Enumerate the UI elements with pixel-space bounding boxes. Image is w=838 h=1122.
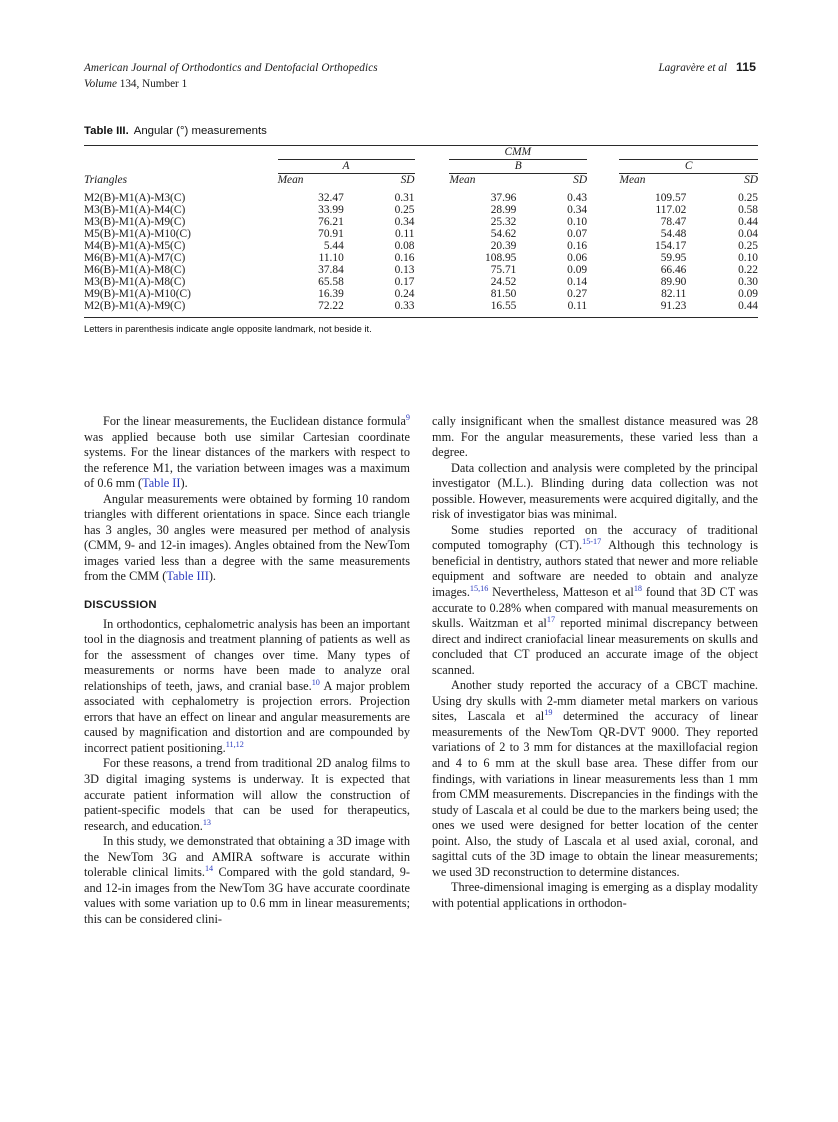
text-run: found that 3D CT was accurate to 0.28% when compared with manual measurements on skulls. Waitzman et al [432, 585, 758, 631]
cell-c-mean: 54.48 [660, 228, 687, 240]
table-row [84, 186, 758, 204]
spacer-cell [415, 240, 450, 252]
cell-c-sd: 0.22 [738, 264, 758, 276]
paragraph-angular-measurements [84, 492, 410, 585]
cell-c-sd: 0.09 [738, 288, 758, 300]
cell-triangle: M3(B)-M1(A)-M4(C) [84, 204, 186, 216]
authors-runhead: Lagravère et al [658, 62, 727, 74]
spacer-cell [251, 276, 277, 288]
spacer-cell [251, 252, 277, 264]
cell-c-sd: 0.25 [738, 192, 758, 204]
paragraph-trend-2d-3d [84, 756, 410, 834]
cell-a-mean: 70.91 [318, 228, 344, 240]
table-caption-text: Angular (°) measurements [133, 125, 267, 137]
cell-a-sd: 0.24 [394, 288, 415, 300]
spacer-cell [587, 288, 619, 300]
cell-a-sd: 0.16 [394, 252, 415, 264]
citation-ref-9[interactable]: 9 [405, 412, 410, 422]
text-run: In orthodontics, cephalometric analysis has been an important tool in the diagnosis and treatment planning of patients as well as for the assessment of changes over time. Many types of measurements or norms have been made to analyze oral relationships of teeth, jaws, and cranial base. [84, 616, 410, 693]
cell-triangle: M6(B)-M1(A)-M7(C) [84, 252, 186, 264]
paragraph-some-studies-ct [432, 523, 758, 678]
cell-c-mean: 154.17 [655, 240, 687, 252]
section-heading-discussion: DISCUSSION [84, 599, 157, 612]
spacer-cell [415, 300, 450, 318]
citation-ref-19[interactable]: 19 [544, 708, 553, 718]
cell-a-mean: 5.44 [323, 240, 344, 252]
cell-c-sd: 0.10 [738, 252, 758, 264]
paragraph-clinically-insignificant [432, 414, 758, 461]
spacer-cell [587, 252, 619, 264]
cell-b-sd: 0.10 [567, 216, 588, 228]
angular-measurements-table [84, 145, 758, 318]
citation-ref-10[interactable]: 10 [311, 677, 320, 687]
cell-c-sd: 0.25 [738, 240, 758, 252]
citation-ref-15-16[interactable]: 15,16 [469, 583, 489, 593]
spacer-cell [587, 240, 619, 252]
paragraph-three-dimensional-imaging [432, 880, 758, 911]
spacer-cell [84, 146, 251, 160]
cell-triangle: M3(B)-M1(A)-M8(C) [84, 276, 186, 288]
spacer-cell [415, 228, 450, 240]
text-run: Although this technology is beneficial in dentistry, authors stated that newer and more reliable equipment and software are needed to obtain and analyze images. [432, 538, 759, 600]
spacer-cell [587, 264, 619, 276]
colhead-b-sd: SD [516, 174, 587, 187]
table-row [84, 216, 758, 228]
spacer-cell [587, 300, 619, 318]
cell-a-mean: 37.84 [318, 264, 344, 276]
spacer-cell [415, 174, 450, 187]
cell-c-mean: 82.11 [661, 288, 687, 300]
cell-a-mean: 65.58 [318, 276, 344, 288]
text-run: ). [180, 476, 188, 491]
cell-b-sd: 0.27 [567, 288, 588, 300]
running-head [84, 60, 756, 92]
citation-ref-17[interactable]: 17 [546, 615, 556, 625]
cell-a-sd: 0.31 [394, 192, 415, 204]
spacer-cell [251, 300, 277, 318]
cell-b-sd: 0.06 [567, 252, 588, 264]
table-caption-number: Table III. [84, 125, 129, 137]
text-run: A major problem associated with cephalometry is projection errors. Projection errors that have an effect on linear and angular measurements are caused by magnification and distortion and are compounded by incorrect patient positioning. [84, 678, 410, 755]
journal-title: American Journal of Orthodontics and Dentofacial Orthopedics [84, 62, 378, 74]
spacer-cell [251, 186, 277, 204]
cell-b-mean: 54.62 [490, 228, 517, 240]
spacer-cell [251, 264, 277, 276]
spacer-cell [415, 216, 450, 228]
cell-a-mean: 11.10 [318, 252, 344, 264]
group-header-row [84, 146, 758, 160]
right-column [432, 414, 758, 912]
table-footnote: Letters in parenthesis indicate angle opposite landmark, not beside it. [84, 323, 372, 334]
colhead-b-mean: Mean [449, 174, 516, 187]
cell-triangle: M2(B)-M1(A)-M9(C) [84, 300, 251, 318]
volume-line [84, 77, 756, 92]
cell-b-sd: 0.43 [567, 192, 588, 204]
spacer-cell [415, 276, 450, 288]
spacer-cell [587, 276, 619, 288]
volume-value: 134, Number 1 [119, 78, 188, 90]
citation-ref-18[interactable]: 18 [633, 583, 642, 593]
spacer-cell [415, 160, 450, 174]
table-row [84, 204, 758, 216]
spacer-cell [587, 174, 619, 187]
table-head [84, 146, 758, 187]
paragraph-linear-measurements [84, 414, 410, 492]
spacer-cell [587, 228, 619, 240]
spacer-cell [587, 216, 619, 228]
cell-a-mean: 32.47 [318, 192, 344, 204]
spacer-cell [415, 186, 450, 204]
cell-c-mean: 109.57 [655, 192, 687, 204]
cell-triangle: M3(B)-M1(A)-M9(C) [84, 216, 186, 228]
cell-c-mean: 117.02 [655, 204, 687, 216]
cell-triangle: M2(B)-M1(A)-M3(C) [84, 192, 186, 204]
cell-a-mean: 72.22 [278, 300, 344, 318]
cell-b-mean: 25.32 [490, 216, 517, 228]
table-row [84, 264, 758, 276]
table-caption [84, 125, 758, 137]
text-run: In this study, we demonstrated that obtaining a 3D image with the NewTom 3G and AMIRA software is accurate within tolerable clinical limits. [84, 834, 410, 880]
spacer-cell [587, 160, 619, 174]
citation-ref-15-17[interactable]: 15-17 [582, 537, 602, 547]
paragraph-data-collection [432, 461, 758, 523]
spacer-cell [415, 204, 450, 216]
stub-header-triangles: Triangles [84, 174, 128, 186]
text-run: determined the accuracy of linear measurements of the NewTom QR-DVT 9000. They reported variations of 2 to 3 mm for distances at the maxillofacial region and 4 to 6 mm at the skull base area. These differ from our findings, with variations in linear measurements less than 1 mm from CMM measurements. Discrepancies in the findings with the study of Lascala et al could be due to the markers being used; the ones we used were designed for better location of the center point. Also, the study of Lascala et al used axial, coronal, and sagittal cuts of the 3D image to obtain the linear measurements; we used 3D reconstruction to determine distances. [432, 709, 759, 879]
cell-b-mean: 20.39 [490, 240, 517, 252]
spacer-cell [251, 288, 277, 300]
text-run: was applied because both use similar Cartesian coordinate systems. For the linear distances of the markers with respect to the reference M1, the variation between images was a maximum of 0.6 mm ( [84, 429, 410, 491]
text-run: Compared with the gold standard, 9- and 12-in images from the NewTom 3G have accurate coordinate values with some variation up to 0.6 mm in linear measurements; this can be considered clini- [84, 865, 410, 926]
spacer-cell [251, 174, 277, 187]
spacer-cell [84, 160, 251, 174]
page-number: 115 [736, 60, 756, 74]
body-columns [84, 414, 758, 1074]
cell-c-mean: 66.46 [660, 264, 687, 276]
cell-b-sd: 0.09 [567, 264, 588, 276]
spacer-cell [415, 252, 450, 264]
cell-b-sd: 0.34 [567, 204, 588, 216]
cell-b-mean: 108.95 [485, 252, 517, 264]
cell-triangle: M5(B)-M1(A)-M10(C) [84, 228, 191, 240]
subgroup-c: C [619, 160, 758, 174]
table-body [84, 186, 758, 318]
cell-c-mean: 59.95 [660, 252, 687, 264]
text-run: Angular measurements were obtained by forming 10 random triangles with different orientations in space. Since each triangle has 3 angles, 30 angles were measured per method of analysis (CMM, 9- and 12-in images). Angles obtained from the NewTom images varied less than a degree with the same measurements from the CMM ( [84, 491, 410, 584]
subgroup-a: A [278, 160, 415, 174]
cell-triangle: M9(B)-M1(A)-M10(C) [84, 288, 191, 300]
cell-b-mean: 24.52 [490, 276, 517, 288]
cell-c-mean: 78.47 [660, 216, 687, 228]
paragraph-orthodontics-cephalometric [84, 617, 410, 757]
text-run: For these reasons, a trend from traditional 2D analog films to 3D digital imaging systems is underway. It is expected that accurate patient information will allow the construction of patient-specific models that can be used for therapeutics, research, and education. [84, 756, 410, 833]
cell-b-mean: 16.55 [449, 300, 516, 318]
column-header-row [84, 174, 758, 187]
cell-b-sd: 0.16 [567, 240, 588, 252]
cell-c-sd: 0.44 [738, 216, 758, 228]
spacer-cell [587, 186, 619, 204]
cell-b-sd: 0.14 [567, 276, 588, 288]
cell-a-mean: 76.21 [318, 216, 344, 228]
cell-c-sd: 0.30 [738, 276, 758, 288]
colhead-c-sd: SD [686, 174, 758, 187]
spacer-cell [251, 160, 277, 174]
subgroup-header-row [84, 160, 758, 174]
cell-b-mean: 81.50 [490, 288, 517, 300]
table-block [84, 125, 758, 334]
citation-ref-14[interactable]: 14 [204, 864, 214, 874]
spacer-cell [415, 288, 450, 300]
left-column [84, 414, 410, 928]
cell-b-sd: 0.07 [567, 228, 588, 240]
cell-triangle: M6(B)-M1(A)-M8(C) [84, 264, 186, 276]
table-ii-link[interactable]: Table II [142, 476, 181, 491]
table-row [84, 228, 758, 240]
table-row [84, 276, 758, 288]
cell-triangle: M4(B)-M1(A)-M5(C) [84, 240, 186, 252]
spacer-cell [415, 264, 450, 276]
running-head-row [84, 60, 756, 76]
text-run: Another study reported the accuracy of a CBCT machine. Using dry skulls with 2-mm diameter metal markers on various sites, Lascala et al [432, 678, 758, 724]
cell-c-sd: 0.58 [738, 204, 758, 216]
spacer-cell [587, 204, 619, 216]
cell-a-sd: 0.13 [394, 264, 415, 276]
cell-b-sd: 0.11 [516, 300, 587, 318]
paragraph-another-study-cbct [432, 678, 758, 880]
cell-b-mean: 28.99 [490, 204, 517, 216]
table-iii-link[interactable]: Table III [166, 569, 209, 584]
text-run: Some studies reported on the accuracy of traditional computed tomography (CT). [432, 522, 758, 553]
table-row [84, 300, 758, 318]
cell-a-sd: 0.25 [394, 204, 415, 216]
text-run: Three-dimensional imaging is emerging as a display modality with potential applications in orthodon- [432, 880, 758, 910]
paragraph-in-this-study [84, 834, 410, 927]
text-run: reported minimal discrepancy between direct and indirect craniofacial linear measurements on skulls and concluded that CT produced an accurate image of the object scanned. [432, 616, 758, 677]
cell-c-sd: 0.04 [738, 228, 758, 240]
text-run: For the linear measurements, the Euclidean distance formula [103, 414, 406, 428]
cell-b-mean: 37.96 [490, 192, 517, 204]
group-header-cmm: CMM [278, 146, 758, 160]
citation-ref-11-12[interactable]: 11,12 [225, 739, 244, 749]
spacer-cell [251, 216, 277, 228]
text-run: cally insignificant when the smallest distance measured was 28 mm. For the angular measurements, these varied less than a degree. [432, 414, 758, 460]
cell-a-mean: 33.99 [318, 204, 344, 216]
cell-a-sd: 0.34 [394, 216, 415, 228]
cell-c-mean: 89.90 [660, 276, 687, 288]
cell-a-mean: 16.39 [318, 288, 344, 300]
citation-ref-13[interactable]: 13 [202, 817, 211, 827]
colhead-a-sd: SD [344, 174, 415, 187]
running-head-authors-page [658, 60, 756, 76]
text-run: Data collection and analysis were completed by the principal investigator (M.L.). Blinding during data collection was not possible. However, measurements were acquired digitally, and the risk of investigator bias was minimal. [432, 460, 758, 522]
volume-label: Volume [84, 78, 117, 90]
table-row [84, 240, 758, 252]
subgroup-b: B [449, 160, 587, 174]
text-run: Nevertheless, Matteson et al [488, 585, 634, 600]
cell-a-sd: 0.11 [394, 228, 415, 240]
cell-c-mean: 91.23 [619, 300, 686, 318]
colhead-a-mean: Mean [278, 174, 344, 187]
table-row [84, 288, 758, 300]
cell-b-mean: 75.71 [490, 264, 517, 276]
text-run: ). [208, 569, 216, 584]
cell-a-sd: 0.33 [344, 300, 415, 318]
spacer-cell [251, 228, 277, 240]
table-row [84, 252, 758, 264]
cell-c-sd: 0.44 [686, 300, 758, 318]
colhead-c-mean: Mean [619, 174, 686, 187]
cell-a-sd: 0.17 [394, 276, 415, 288]
spacer-cell [251, 240, 277, 252]
cell-a-sd: 0.08 [394, 240, 415, 252]
spacer-cell [251, 146, 277, 160]
spacer-cell [251, 204, 277, 216]
